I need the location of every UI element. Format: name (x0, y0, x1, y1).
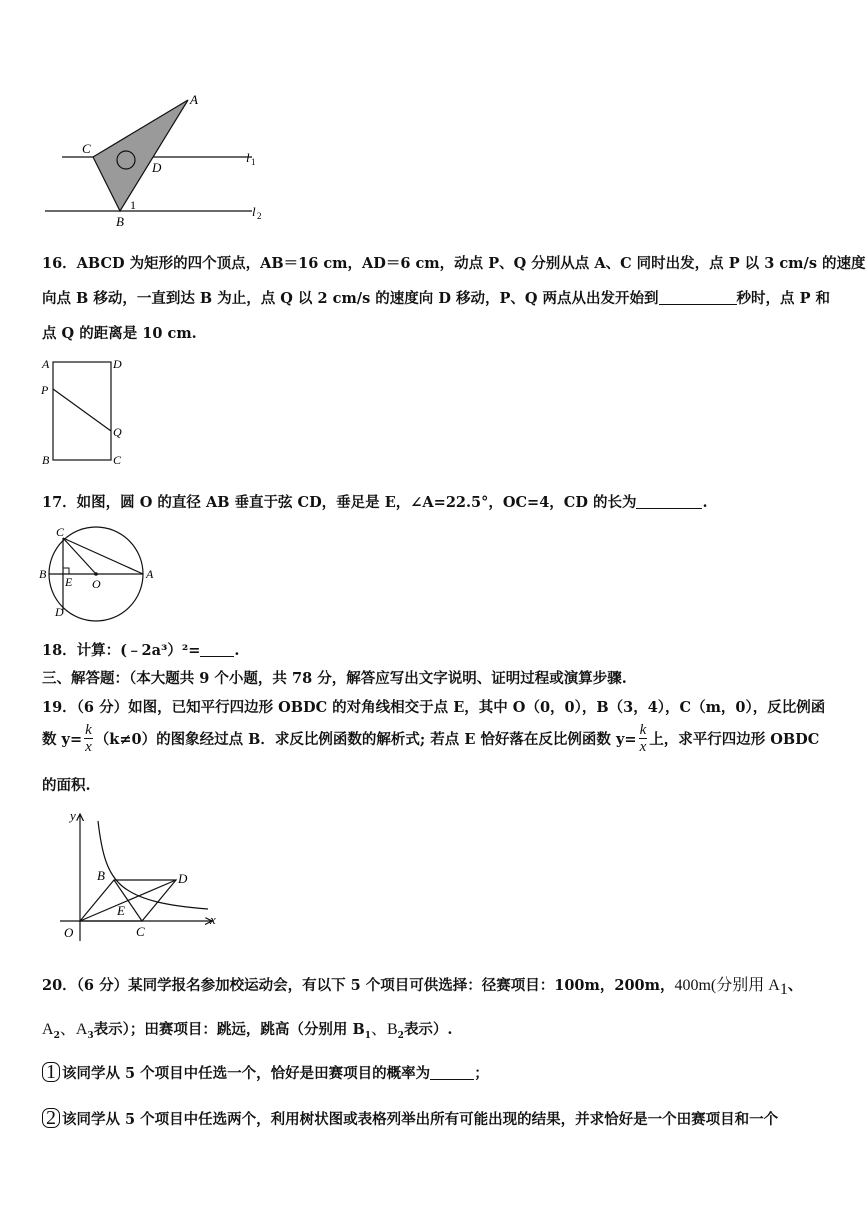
right-angle-mark (63, 568, 69, 574)
q16-line3: 点 Q 的距离是 10 cm. (42, 325, 197, 342)
label-D: D (178, 871, 188, 886)
fraction-numerator: k (85, 722, 92, 738)
q17-text: 17．如图，圆 O 的直径 AB 垂直于弦 CD，垂足是 E，∠A=22.5°，OC=4，CD 的长为 (42, 494, 637, 511)
q19-line2 (42, 722, 832, 755)
q20-part1-number: 1 (42, 1062, 60, 1082)
q19-line2-text-c: 上，求平行四边形 OBDC (649, 731, 820, 748)
q20-part2-number: 2 (42, 1108, 60, 1128)
q20-line1-text-a: 20．（6 分）某同学报名参加校运动会，有以下 5 个项目可供选择：径赛项目：100m，200m， (42, 977, 675, 994)
label-angle-1: 1 (130, 198, 136, 212)
label-C: C (136, 924, 145, 939)
q17-text-end: . (702, 494, 708, 511)
label-l2: l (252, 204, 256, 219)
label-O: O (92, 577, 101, 591)
q20-sub-a1: 1 (779, 980, 788, 998)
segment-PQ (53, 389, 111, 431)
label-D: D (152, 160, 162, 175)
q16-line1: 16．ABCD 为矩形的四个顶点，AB＝16 cm，AD＝6 cm，动点 P、Q 分别从点 A、C 同时出发，点 P 以 3 cm/s 的速度 (42, 255, 866, 272)
rectangle (53, 362, 111, 460)
label-B: B (42, 453, 50, 467)
label-l1: l (246, 150, 250, 165)
fraction-denominator: x (85, 739, 92, 755)
q19-line2-text-b: （k≠0）的图象经过点 B．求反比例函数的解析式; 若点 E 恰好落在反比例函数 y= (94, 731, 637, 748)
section3-heading: 三、解答题：（本大题共 9 个小题，共 78 分，解答应写出文字说明、证明过程或演算步骤. (42, 670, 627, 687)
q17-answer-blank[interactable] (636, 494, 702, 509)
q20-line2-text-e: 表示）. (403, 1021, 453, 1038)
label-A: A (42, 357, 50, 371)
label-D: D (55, 605, 64, 619)
q16-answer-blank[interactable] (659, 290, 737, 305)
label-A: A (190, 92, 198, 107)
q20-A3: 、A (59, 1021, 88, 1038)
q18-text: 18．计算：(﹣2a³）²= (42, 642, 201, 659)
q18-text-end: . (234, 642, 240, 659)
q20-A2: A (42, 1021, 54, 1038)
q16-line2 (42, 287, 832, 308)
q20-sub-b2: 2 (397, 1030, 404, 1041)
q20-line2 (42, 1016, 832, 1041)
label-C: C (82, 141, 91, 156)
q20-sub-a2: 2 (53, 1030, 60, 1041)
label-E: E (117, 903, 125, 918)
q18-line (42, 639, 832, 660)
fraction-numerator-2: k (639, 722, 647, 738)
q17-line (42, 491, 832, 512)
q20-part1-text: 该同学从 5 个项目中任选一个，恰好是田赛项目的概率为 (62, 1065, 431, 1082)
q20-part1-answer-blank[interactable] (430, 1065, 474, 1080)
q20-part2 (42, 1108, 832, 1129)
label-C: C (56, 525, 65, 539)
segment-CO (63, 538, 96, 574)
q20-part1 (42, 1062, 832, 1083)
label-P: P (41, 383, 49, 397)
label-Q: Q (113, 425, 122, 439)
figure-coordinate-parallelogram (40, 806, 230, 946)
q20-part1-end: ； (474, 1065, 489, 1082)
q19-line3: 的面积. (42, 777, 91, 794)
q20-sub-a3: 3 (87, 1030, 94, 1041)
label-A: A (146, 567, 154, 581)
label-E: E (65, 575, 73, 589)
q20-line1-text-b: 400m(分别用 A (674, 977, 780, 994)
label-B: B (97, 868, 105, 883)
q19-line1: 19．（6 分）如图，已知平行四边形 OBDC 的对角线相交于点 E，其中 O（0，0），B（3，4），C（m，0），反比例函 (42, 699, 826, 716)
q20-sub-b1: 1 (364, 1030, 371, 1041)
figure-circle-O (36, 524, 166, 624)
q20-line1-text-c: 、 (787, 977, 803, 994)
label-l2-sub: 2 (257, 211, 262, 221)
figure-rectangle-ABCD (38, 352, 138, 470)
q16-line2-text-b: 秒时，点 P 和 (736, 290, 831, 307)
q20-part2-text: 该同学从 5 个项目中任选两个，利用树状图或表格列举出所有可能出现的结果，并求恰好是一个田赛项目和一个 (62, 1111, 779, 1128)
label-y: y (70, 808, 76, 823)
fraction-denominator-2: x (639, 739, 647, 755)
shaded-triangle (93, 100, 188, 211)
label-B: B (39, 567, 47, 581)
label-l1-sub: 1 (251, 157, 256, 167)
fraction-k-over-x-2 (639, 722, 648, 755)
q16-line2-text-a: 向点 B 移动，一直到达 B 为止，点 Q 以 2 cm/s 的速度向 D 移动，P、Q 两点从出发开始到 (42, 290, 659, 307)
center-point (94, 572, 98, 576)
q20-line1 (42, 972, 832, 999)
figure-parallel-lines-triangle (40, 90, 270, 230)
hyperbola-curve (98, 821, 208, 909)
label-x: x (210, 912, 216, 927)
q20-B2: 、B (370, 1021, 398, 1038)
q18-answer-blank[interactable] (200, 642, 234, 657)
q19-line2-text-a: 数 y= (42, 731, 83, 748)
label-C: C (113, 453, 122, 467)
q20-line2-text-c: 表示）；田赛项目：跳远，跳高（分别用 B (93, 1021, 365, 1038)
label-O: O (64, 925, 74, 940)
fraction-k-over-x (84, 722, 93, 755)
label-B: B (116, 214, 124, 229)
label-D: D (113, 357, 122, 371)
